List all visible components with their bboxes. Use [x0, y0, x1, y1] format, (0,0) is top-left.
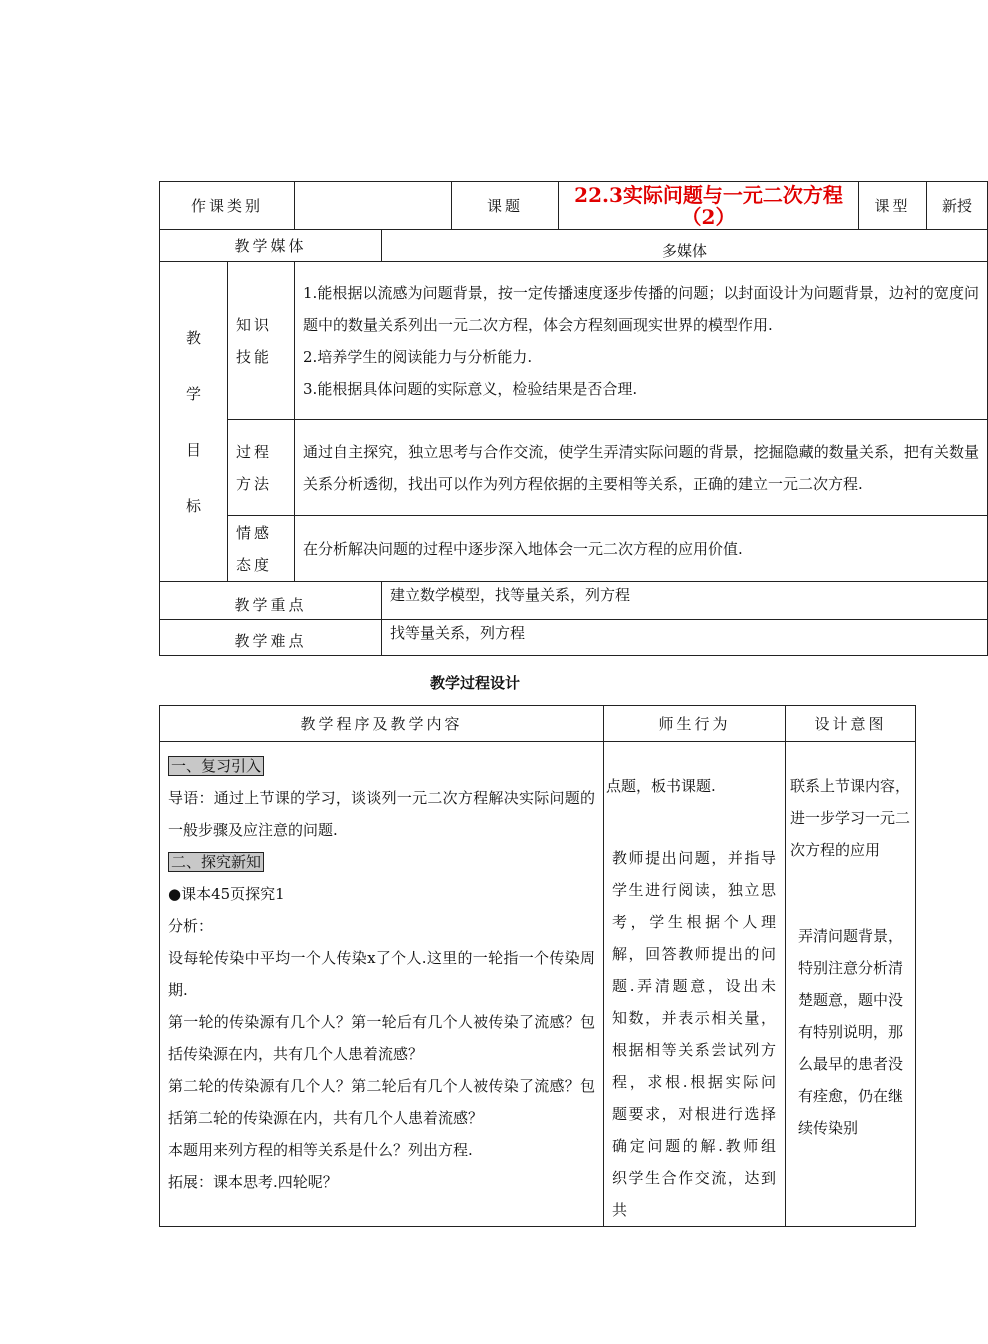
teacher-action-1: 点题，板书课题. [606, 777, 716, 795]
course-type-label: 作课类别 [160, 182, 295, 230]
course-type-value [295, 182, 452, 230]
media-value: 多媒体 [382, 230, 988, 262]
section-explore: 二、探究新知 [168, 852, 264, 872]
lesson-type-label: 课型 [859, 182, 927, 230]
analysis-label: 分析： [168, 917, 214, 935]
knowledge-label [228, 262, 295, 420]
content-cell [160, 742, 604, 1227]
goals-label [160, 262, 228, 582]
section-review: 一、复习引入 [168, 756, 264, 776]
emotion-label [228, 516, 295, 582]
knowledge-label-line: 知识 [236, 315, 273, 334]
knowledge-text [295, 262, 988, 420]
analysis-line: 设每轮传染中平均一个人传染x了个人.这里的一轮指一个传染周期. [168, 949, 595, 999]
knowledge-label-line: 技能 [236, 347, 273, 366]
topic-label: 课题 [452, 182, 559, 230]
bullet-item: ●课本45页探究1 [168, 885, 285, 903]
col-header-content: 教学程序及教学内容 [160, 706, 604, 742]
process-label-line: 方法 [236, 474, 273, 493]
goals-char: 学 [185, 384, 201, 403]
topic-title: 22.3实际问题与一元二次方程 [574, 182, 843, 207]
emotion-label-line: 情感 [236, 523, 273, 542]
lesson-info-table [159, 181, 988, 656]
process-label [228, 420, 295, 516]
topic-title-sub: （2） [681, 204, 736, 229]
knowledge-line-1: 1.能根据以流感为问题背景，按一定传播速度逐步传播的问题；以封面设计为问题背景，边衬的宽度问题中的数量关系列出一元二次方程，体会方程刻画现实世界的模型作用. [303, 283, 980, 334]
lesson-type-value: 新授 [927, 182, 988, 230]
goals-char: 目 [185, 440, 201, 459]
teacher-action-2: 教师提出问题，并指导学生进行阅读，独立思考，学生根据个人理解，回答教师提出的问题.弄清题意，设出未知数，并表示相关量，根据相等关系尝试列方程，求根.根据实际问题要求，对根进行选择确定问题的解.教师组织学生合作交流，达到共 [612, 849, 777, 1219]
topic-title-cell [559, 182, 859, 230]
analysis-line: 第一轮的传染源有几个人？第一轮后有几个人被传染了流感？包括传染源在内，共有几个人患着流感？ [168, 1013, 595, 1063]
process-label-line: 过程 [236, 442, 273, 461]
intent-cell [786, 742, 916, 1227]
media-label: 教学媒体 [160, 230, 382, 262]
col-header-intent: 设计意图 [786, 706, 916, 742]
analysis-line: 拓展：课本思考.四轮呢？ [168, 1173, 338, 1191]
emotion-text: 在分析解决问题的过程中逐步深入地体会一元二次方程的应用价值. [295, 516, 988, 582]
difficulty-label: 教学难点 [160, 620, 382, 656]
process-design-title: 教学过程设计 [429, 674, 520, 692]
emotion-label-line: 态度 [236, 555, 273, 574]
analysis-line: 本题用来列方程的相等关系是什么？列出方程. [168, 1141, 473, 1159]
action-cell [604, 742, 786, 1227]
analysis-line: 第二轮的传染源有几个人？第二轮后有几个人被传染了流感？包括第二轮的传染源在内，共有几个人患着流感？ [168, 1077, 595, 1127]
goals-char: 标 [185, 496, 201, 515]
process-text: 通过自主探究，独立思考与合作交流，使学生弄清实际问题的背景，挖掘隐藏的数量关系，把有关数量关系分析透彻，找出可以作为列方程依据的主要相等关系，正确的建立一元二次方程. [295, 420, 988, 516]
difficulty-text: 找等量关系，列方程 [382, 620, 988, 656]
goals-char: 教 [185, 328, 201, 347]
knowledge-line-3: 3.能根据具体问题的实际意义，检验结果是否合理. [303, 379, 638, 398]
col-header-action: 师生行为 [604, 706, 786, 742]
key-text: 建立数学模型，找等量关系，列方程 [382, 582, 988, 620]
guide-text: 导语：通过上节课的学习，谈谈列一元二次方程解决实际问题的一般步骤及应注意的问题. [168, 789, 595, 839]
intent-1: 联系上节课内容，进一步学习一元二次方程的应用 [790, 777, 911, 859]
intent-2: 弄清问题背景，特别注意分析清楚题意，题中没有特别说明，那么最早的患者没有痊愈，仍在继续传染别 [798, 927, 904, 1137]
knowledge-line-2: 2.培养学生的阅读能力与分析能力. [303, 347, 533, 366]
key-label: 教学重点 [160, 582, 382, 620]
process-table [159, 705, 916, 1227]
